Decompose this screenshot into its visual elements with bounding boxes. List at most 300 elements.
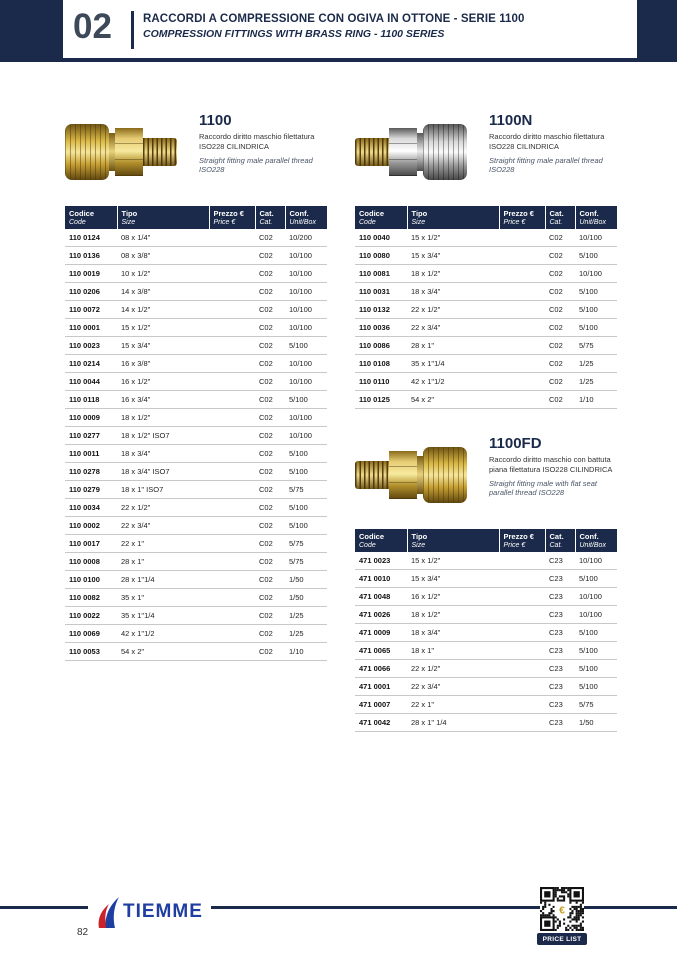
cell-box: 1/50 [285,571,327,589]
cell-size: 54 x 2" [407,391,499,409]
cell-cat: C02 [255,427,285,445]
table-row [355,355,617,373]
cell-box: 1/25 [575,355,617,373]
cell-size: 28 x 1" [407,337,499,355]
cell-size: 35 x 1"1/4 [407,355,499,373]
cell-code: 110 0001 [65,319,117,337]
cell-cat: C02 [545,391,575,409]
svg-text:€: € [559,905,565,917]
cell-price [209,589,255,607]
product-name: 1100N [489,112,533,129]
cell-cat: C02 [255,409,285,427]
cell-size: 15 x 1/2" [407,229,499,247]
col-header-box: Conf. Unit/Box [575,206,617,229]
cell-cat: C23 [545,588,575,606]
cell-size: 15 x 1/2" [117,319,209,337]
header-right-block [637,0,677,58]
col-header-size: Tipo Size [407,206,499,229]
cell-cat: C02 [545,247,575,265]
cell-code: 471 0007 [355,696,407,714]
cell-cat: C02 [255,571,285,589]
cell-price [499,229,545,247]
table-row [65,535,327,553]
cell-box: 1/10 [285,643,327,661]
page-header [0,0,677,62]
cell-box: 10/100 [285,427,327,445]
table-row [65,607,327,625]
cell-size: 18 x 3/4" ISO7 [117,463,209,481]
cell-size: 18 x 3/4" [117,445,209,463]
cell-size: 15 x 3/4" [407,247,499,265]
product-name: 1100FD [489,435,542,452]
cell-box: 10/100 [285,373,327,391]
cell-box: 5/100 [285,337,327,355]
cell-size: 15 x 1/2" [407,552,499,570]
cell-price [499,570,545,588]
cell-size: 18 x 1/2" [407,265,499,283]
cell-size: 18 x 3/4" [407,624,499,642]
cell-size: 22 x 3/4" [407,678,499,696]
table-row [65,517,327,535]
cell-code: 110 0019 [65,265,117,283]
column-left [65,112,327,661]
tiemme-logo [88,890,211,934]
table-header-row [355,206,617,229]
cell-code: 110 0132 [355,301,407,319]
cell-box: 10/100 [575,229,617,247]
product-info-1100FD [489,435,617,515]
table-row [355,301,617,319]
cell-cat: C02 [255,373,285,391]
cell-cat: C02 [255,229,285,247]
cell-cat: C02 [255,265,285,283]
table-row [65,265,327,283]
cell-price [499,301,545,319]
col-header-cat: Cat. Cat. [545,529,575,552]
table-row [355,391,617,409]
cell-price [209,607,255,625]
cell-box: 1/25 [285,625,327,643]
cell-size: 28 x 1"1/4 [117,571,209,589]
cell-size: 18 x 3/4" [407,283,499,301]
table-row [65,283,327,301]
cell-size: 54 x 2" [117,643,209,661]
cell-cat: C02 [255,445,285,463]
cell-size: 08 x 3/8" [117,247,209,265]
cell-price [209,355,255,373]
cell-cat: C23 [545,642,575,660]
cell-code: 110 0279 [65,481,117,499]
cell-code: 471 0001 [355,678,407,696]
cell-cat: C02 [255,463,285,481]
cell-box: 5/100 [285,517,327,535]
product-header-1100 [65,112,327,192]
table-header-row [355,529,617,552]
table-row [355,660,617,678]
qr-code-icon [540,887,584,931]
cell-price [209,643,255,661]
title-english: COMPRESSION FITTINGS WITH BRASS RING - 1100 SERIES [143,28,445,40]
cell-box: 10/100 [285,247,327,265]
table-row [355,265,617,283]
cell-price [499,642,545,660]
table-body-1100N [355,229,617,409]
cell-size: 16 x 3/8" [117,355,209,373]
cell-price [499,391,545,409]
table-row [355,588,617,606]
cell-cat: C02 [255,553,285,571]
table-row [355,319,617,337]
cell-price [209,247,255,265]
cell-box: 5/100 [575,624,617,642]
cell-code: 110 0034 [65,499,117,517]
table-row [355,229,617,247]
qr-code [540,887,584,931]
cell-size: 22 x 1/2" [407,660,499,678]
cell-price [499,337,545,355]
cell-cat: C02 [545,283,575,301]
cell-cat: C23 [545,552,575,570]
table-row [65,373,327,391]
cell-price [209,391,255,409]
page-title [143,13,525,40]
product-desc-en: Straight fitting male parallel thread ISO228 [199,155,313,175]
cell-size: 16 x 1/2" [117,373,209,391]
cell-code: 110 0277 [65,427,117,445]
cell-cat: C02 [255,301,285,319]
table-row [65,229,327,247]
cell-cat: C23 [545,678,575,696]
cell-cat: C02 [255,499,285,517]
product-header-1100N [355,112,617,192]
tiemme-logo-text: TIEMME [123,901,203,922]
cell-price [209,427,255,445]
cell-box: 1/25 [575,373,617,391]
price-list-label: PRICE LIST [537,933,587,945]
table-row [355,606,617,624]
col-header-size: Tipo Size [407,529,499,552]
table-row [65,409,327,427]
cell-cat: C02 [545,319,575,337]
cell-size: 22 x 1/2" [117,499,209,517]
product-header-1100FD [355,435,617,515]
table-row [65,643,327,661]
cell-code: 110 0124 [65,229,117,247]
cell-cat: C02 [255,283,285,301]
cell-price [499,588,545,606]
cell-price [209,625,255,643]
cell-code: 110 0036 [355,319,407,337]
cell-size: 16 x 1/2" [407,588,499,606]
cell-cat: C02 [545,373,575,391]
cell-code: 471 0065 [355,642,407,660]
cell-size: 22 x 1" [117,535,209,553]
cell-box: 5/100 [285,445,327,463]
cell-size: 22 x 1/2" [407,301,499,319]
table-row [65,319,327,337]
col-header-price: Prezzo € Price € [499,529,545,552]
male-thread [355,461,389,489]
product-desc-en: Straight fitting male parallel thread ISO228 [489,155,603,175]
cell-code: 110 0206 [65,283,117,301]
cell-cat: C02 [255,337,285,355]
cell-price [209,499,255,517]
col-header-box: Conf. Unit/Box [575,529,617,552]
cell-box: 5/100 [285,391,327,409]
brass-fitting-illustration [355,435,477,515]
cell-box: 1/25 [285,607,327,625]
table-row [65,391,327,409]
cell-code: 110 0011 [65,445,117,463]
cell-price [499,283,545,301]
table-row [65,247,327,265]
cell-cat: C02 [255,589,285,607]
cell-price [499,606,545,624]
table-row [355,696,617,714]
cell-box: 5/100 [575,319,617,337]
product-desc-en: Straight fitting male with flat seat parallel thread ISO228 [489,478,597,498]
cell-cat: C02 [545,229,575,247]
cell-box: 5/75 [285,535,327,553]
cell-price [499,678,545,696]
cell-code: 110 0053 [65,643,117,661]
cell-code: 110 0214 [65,355,117,373]
cell-size: 35 x 1"1/4 [117,607,209,625]
cell-price [499,265,545,283]
cell-size: 15 x 3/4" [407,570,499,588]
cell-cat: C02 [255,643,285,661]
cell-size: 14 x 3/8" [117,283,209,301]
cell-box: 5/100 [575,678,617,696]
cell-cat: C02 [255,517,285,535]
cell-cat: C02 [255,391,285,409]
col-header-code: Codice Code [65,206,117,229]
cell-code: 110 0017 [65,535,117,553]
page-number: 82 [77,927,89,938]
product-info-1100 [199,112,327,192]
header-divider [131,11,134,49]
cell-box: 5/100 [285,463,327,481]
cell-price [209,571,255,589]
cell-price [499,247,545,265]
table-row [355,678,617,696]
cell-price [209,445,255,463]
table-1100 [65,206,327,661]
cell-box: 10/200 [285,229,327,247]
col-header-price: Prezzo € Price € [209,206,255,229]
product-desc-it: Raccordo diritto maschio filettatura ISO228 CILINDRICA [199,132,315,151]
cell-size: 15 x 3/4" [117,337,209,355]
cell-size: 42 x 1"1/2 [117,625,209,643]
cell-box: 5/100 [575,247,617,265]
table-row [65,481,327,499]
table-row [65,589,327,607]
cell-price [499,660,545,678]
cell-cat: C02 [545,265,575,283]
col-header-size: Tipo Size [117,206,209,229]
cell-price [499,319,545,337]
cell-price [209,481,255,499]
cell-code: 110 0278 [65,463,117,481]
header-left-block [0,0,63,58]
cell-code: 110 0069 [65,625,117,643]
compression-nut [423,447,467,503]
cell-box: 10/100 [285,319,327,337]
cell-cat: C02 [255,607,285,625]
col-header-price: Prezzo € Price € [499,206,545,229]
table-body-1100 [65,229,327,661]
cell-box: 5/75 [285,553,327,571]
cell-code: 110 0125 [355,391,407,409]
cell-box: 10/100 [285,301,327,319]
cell-cat: C23 [545,570,575,588]
table-row [355,624,617,642]
cell-size: 14 x 1/2" [117,301,209,319]
male-thread [355,138,389,166]
cell-code: 110 0031 [355,283,407,301]
table-row [355,337,617,355]
chapter-number: 02 [73,7,112,46]
cell-price [499,355,545,373]
table-row [355,373,617,391]
cell-price [209,319,255,337]
cell-box: 5/75 [575,696,617,714]
cell-cat: C23 [545,624,575,642]
cell-cat: C23 [545,696,575,714]
table-row [355,247,617,265]
cell-size: 08 x 1/4" [117,229,209,247]
cell-price [209,337,255,355]
cell-code: 110 0100 [65,571,117,589]
product-desc-it: Raccordo diritto maschio filettatura ISO228 CILINDRICA [489,132,605,151]
cell-size: 35 x 1" [117,589,209,607]
cell-box: 10/100 [285,409,327,427]
cell-size: 18 x 1" ISO7 [117,481,209,499]
cell-cat: C02 [255,319,285,337]
cell-code: 110 0086 [355,337,407,355]
table-row [65,571,327,589]
cell-code: 110 0023 [65,337,117,355]
table-row [65,553,327,571]
cell-code: 471 0023 [355,552,407,570]
cell-box: 5/100 [575,642,617,660]
table-row [65,625,327,643]
cell-code: 110 0044 [65,373,117,391]
cell-code: 471 0026 [355,606,407,624]
cell-box: 5/100 [285,499,327,517]
cell-box: 10/100 [285,265,327,283]
table-row [355,570,617,588]
table-row [65,463,327,481]
cell-price [499,552,545,570]
cell-code: 110 0136 [65,247,117,265]
cell-cat: C02 [255,625,285,643]
hex-body [389,451,417,499]
cell-code: 110 0080 [355,247,407,265]
cell-price [499,714,545,732]
cell-box: 5/100 [575,283,617,301]
product-name: 1100 [199,112,232,129]
cell-cat: C02 [255,247,285,265]
cell-price [209,229,255,247]
table-row [355,642,617,660]
table-row [65,301,327,319]
table-header-row [65,206,327,229]
col-header-box: Conf. Unit/Box [285,206,327,229]
cell-box: 10/100 [575,588,617,606]
cell-size: 18 x 1/2" ISO7 [117,427,209,445]
cell-box: 5/100 [575,570,617,588]
price-list-qr-block [537,887,587,945]
cell-cat: C02 [255,481,285,499]
cell-box: 10/100 [285,283,327,301]
cell-box: 1/50 [285,589,327,607]
cell-size: 18 x 1/2" [407,606,499,624]
cell-cat: C23 [545,606,575,624]
hex-body [389,128,417,176]
tiemme-logo-swoosh [96,895,120,929]
col-header-code: Codice Code [355,206,407,229]
cell-size: 18 x 1/2" [117,409,209,427]
cell-box: 5/75 [285,481,327,499]
cell-cat: C02 [545,301,575,319]
cell-cat: C02 [545,337,575,355]
table-row [65,445,327,463]
table-body-1100FD [355,552,617,732]
male-thread [143,138,177,166]
cell-price [209,301,255,319]
cell-box: 10/100 [575,265,617,283]
column-right [355,112,617,732]
cell-box: 5/75 [575,337,617,355]
product-info-1100N [489,112,617,192]
cell-cat: C02 [545,355,575,373]
cell-code: 110 0110 [355,373,407,391]
cell-code: 110 0002 [65,517,117,535]
col-header-code: Codice Code [355,529,407,552]
cell-size: 22 x 1" [407,696,499,714]
table-row [65,499,327,517]
cell-size: 42 x 1"1/2 [407,373,499,391]
cell-price [499,696,545,714]
cell-price [209,517,255,535]
cell-code: 110 0022 [65,607,117,625]
cell-box: 5/100 [575,301,617,319]
cell-size: 22 x 3/4" [117,517,209,535]
cell-code: 471 0066 [355,660,407,678]
cell-price [209,283,255,301]
cell-cat: C23 [545,714,575,732]
cell-size: 28 x 1" [117,553,209,571]
cell-code: 471 0009 [355,624,407,642]
cell-size: 16 x 3/4" [117,391,209,409]
product-desc-it: Raccordo diritto maschio con battuta piana filettatura ISO228 CILINDRICA [489,455,613,474]
cell-price [209,535,255,553]
cell-size: 10 x 1/2" [117,265,209,283]
cell-price [209,409,255,427]
cell-box: 10/100 [285,355,327,373]
table-row [355,283,617,301]
cell-cat: C02 [255,535,285,553]
cell-price [499,373,545,391]
cell-box: 1/50 [575,714,617,732]
nickel-fitting-illustration [355,112,477,192]
title-italian: RACCORDI A COMPRESSIONE CON OGIVA IN OTTONE - SERIE 1100 [143,13,525,25]
cell-price [209,553,255,571]
cell-code: 110 0118 [65,391,117,409]
cell-code: 110 0008 [65,553,117,571]
compression-nut [423,124,467,180]
